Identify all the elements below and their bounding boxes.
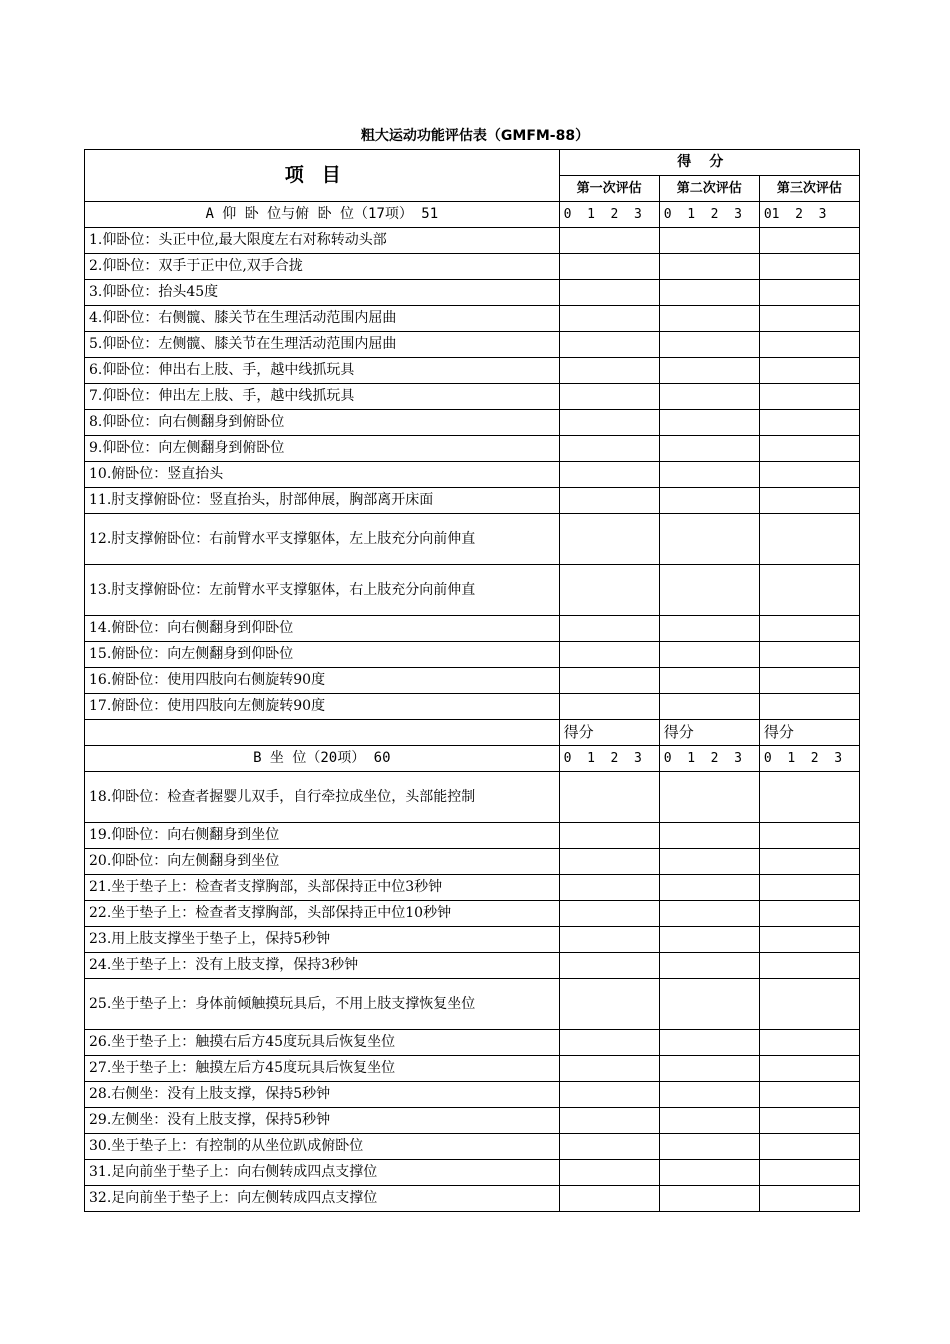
item-description: 22.坐于垫子上：检查者支撑胸部，头部保持正中位10秒钟 — [85, 901, 560, 927]
score-cell-3[interactable] — [759, 1160, 859, 1186]
section-b-title: B 坐 位（20项） 60 — [85, 746, 560, 772]
item-description: 26.坐于垫子上：触摸右后方45度玩具后恢复坐位 — [85, 1030, 560, 1056]
score-cell-3[interactable] — [759, 823, 859, 849]
item-description: 28.右侧坐：没有上肢支撑，保持5秒钟 — [85, 1082, 560, 1108]
section-a-items — [85, 228, 860, 720]
table-row — [85, 1108, 860, 1134]
score-cell-3[interactable] — [759, 1082, 859, 1108]
table-row — [85, 228, 860, 254]
table-row — [85, 254, 860, 280]
score-cell-3[interactable] — [759, 462, 859, 488]
table-row — [85, 1056, 860, 1082]
score-cell-3[interactable] — [759, 228, 859, 254]
score-cell-3[interactable] — [759, 979, 859, 1030]
score-cell-3[interactable] — [759, 384, 859, 410]
table-row — [85, 616, 860, 642]
score-cell-1[interactable] — [559, 1134, 659, 1160]
table-row — [85, 488, 860, 514]
score-cell-3[interactable] — [759, 953, 859, 979]
section-b-scale-3: 0 1 2 3 — [759, 746, 859, 772]
item-description: 3.仰卧位：抬头45度 — [85, 280, 560, 306]
table-row — [85, 694, 860, 720]
section-a-scale-3: 01 2 3 — [759, 202, 859, 228]
score-cell-1[interactable] — [559, 694, 659, 720]
score-cell-2[interactable] — [659, 436, 759, 462]
item-description: 18.仰卧位：检查者握婴儿双手，自行牵拉成坐位，头部能控制 — [85, 772, 560, 823]
score-cell-2[interactable] — [659, 875, 759, 901]
score-cell-3[interactable] — [759, 254, 859, 280]
item-description: 27.坐于垫子上：触摸左后方45度玩具后恢复坐位 — [85, 1056, 560, 1082]
score-cell-2[interactable] — [659, 642, 759, 668]
table-row — [85, 772, 860, 823]
item-description: 17.俯卧位：使用四肢向左侧旋转90度 — [85, 694, 560, 720]
score-cell-1[interactable] — [559, 616, 659, 642]
score-cell-2[interactable] — [659, 1056, 759, 1082]
score-cell-1[interactable] — [559, 875, 659, 901]
score-cell-3[interactable] — [759, 901, 859, 927]
section-a-title: A 仰 卧 位与俯 卧 位（17项） 51 — [85, 202, 560, 228]
assessment-2-header: 第二次评估 — [659, 176, 759, 202]
table-row — [85, 410, 860, 436]
score-cell-3[interactable] — [759, 875, 859, 901]
score-cell-2[interactable] — [659, 1082, 759, 1108]
score-cell-2[interactable] — [659, 1160, 759, 1186]
table-row — [85, 668, 860, 694]
score-cell-3[interactable] — [759, 616, 859, 642]
table-row — [85, 384, 860, 410]
page-title: 粗大运动功能评估表（GMFM-88） — [360, 128, 590, 144]
score-cell-1[interactable] — [559, 979, 659, 1030]
score-cell-1[interactable] — [559, 1186, 659, 1212]
item-description: 31.足向前坐于垫子上：向右侧转成四点支撑位 — [85, 1160, 560, 1186]
score-cell-2[interactable] — [659, 694, 759, 720]
score-cell-3[interactable] — [759, 772, 859, 823]
table-row — [85, 642, 860, 668]
score-cell-1[interactable] — [559, 488, 659, 514]
score-cell-2[interactable] — [659, 280, 759, 306]
score-cell-3[interactable] — [759, 410, 859, 436]
score-cell-3[interactable] — [759, 1134, 859, 1160]
item-description: 19.仰卧位：向右侧翻身到坐位 — [85, 823, 560, 849]
score-cell-3[interactable] — [759, 332, 859, 358]
score-cell-1[interactable] — [559, 306, 659, 332]
score-cell-2[interactable] — [659, 228, 759, 254]
table-row — [85, 565, 860, 616]
score-cell-2[interactable] — [659, 772, 759, 823]
item-description: 2.仰卧位：双手于正中位,双手合拢 — [85, 254, 560, 280]
score-cell-1[interactable] — [559, 514, 659, 565]
score-cell-3[interactable] — [759, 306, 859, 332]
blank-cell — [85, 720, 560, 746]
score-cell-1[interactable] — [559, 254, 659, 280]
score-cell-1[interactable] — [559, 823, 659, 849]
score-cell-1[interactable] — [559, 642, 659, 668]
item-description: 7.仰卧位：伸出左上肢、手，越中线抓玩具 — [85, 384, 560, 410]
score-cell-1[interactable] — [559, 901, 659, 927]
score-cell-3[interactable] — [759, 849, 859, 875]
gmfm-assessment-table — [84, 149, 860, 1212]
score-cell-1[interactable] — [559, 668, 659, 694]
score-cell-1[interactable] — [559, 772, 659, 823]
score-cell-2[interactable] — [659, 901, 759, 927]
item-description: 8.仰卧位：向右侧翻身到俯卧位 — [85, 410, 560, 436]
item-description: 12.肘支撑俯卧位：右前臂水平支撑躯体，左上肢充分向前伸直 — [85, 514, 560, 565]
table-row — [85, 436, 860, 462]
score-cell-3[interactable] — [759, 642, 859, 668]
score-cell-2[interactable] — [659, 358, 759, 384]
score-cell-3[interactable] — [759, 1108, 859, 1134]
table-row — [85, 1134, 860, 1160]
score-cell-2[interactable] — [659, 488, 759, 514]
score-cell-2[interactable] — [659, 1134, 759, 1160]
score-cell-1[interactable] — [559, 1160, 659, 1186]
item-description: 13.肘支撑俯卧位：左前臂水平支撑躯体，右上肢充分向前伸直 — [85, 565, 560, 616]
item-description: 9.仰卧位：向左侧翻身到俯卧位 — [85, 436, 560, 462]
assessment-1-header: 第一次评估 — [559, 176, 659, 202]
score-label-2: 得分 — [659, 720, 759, 746]
item-description: 14.俯卧位：向右侧翻身到仰卧位 — [85, 616, 560, 642]
score-cell-2[interactable] — [659, 565, 759, 616]
table-row — [85, 849, 860, 875]
item-description: 11.肘支撑俯卧位：竖直抬头，肘部伸展，胸部离开床面 — [85, 488, 560, 514]
score-cell-1[interactable] — [559, 384, 659, 410]
score-cell-2[interactable] — [659, 410, 759, 436]
assessment-3-header: 第三次评估 — [759, 176, 859, 202]
item-description: 15.俯卧位：向左侧翻身到仰卧位 — [85, 642, 560, 668]
item-description: 24.坐于垫子上：没有上肢支撑，保持3秒钟 — [85, 953, 560, 979]
score-cell-3[interactable] — [759, 1030, 859, 1056]
table-row — [85, 1030, 860, 1056]
table-row — [85, 953, 860, 979]
score-cell-3[interactable] — [759, 514, 859, 565]
score-cell-3[interactable] — [759, 1186, 859, 1212]
table-row — [85, 1186, 860, 1212]
score-cell-2[interactable] — [659, 849, 759, 875]
score-cell-2[interactable] — [659, 332, 759, 358]
score-cell-2[interactable] — [659, 306, 759, 332]
section-b-scale-1: 0 1 2 3 — [559, 746, 659, 772]
table-row — [85, 1082, 860, 1108]
score-cell-1[interactable] — [559, 849, 659, 875]
score-cell-2[interactable] — [659, 1186, 759, 1212]
score-cell-1[interactable] — [559, 280, 659, 306]
score-cell-1[interactable] — [559, 1108, 659, 1134]
score-cell-3[interactable] — [759, 436, 859, 462]
item-description: 32.足向前坐于垫子上：向左侧转成四点支撑位 — [85, 1186, 560, 1212]
item-description: 1.仰卧位：头正中位,最大限度左右对称转动头部 — [85, 228, 560, 254]
table-row — [85, 823, 860, 849]
score-cell-2[interactable] — [659, 979, 759, 1030]
score-cell-3[interactable] — [759, 488, 859, 514]
score-cell-2[interactable] — [659, 668, 759, 694]
score-cell-1[interactable] — [559, 436, 659, 462]
item-description: 6.仰卧位：伸出右上肢、手，越中线抓玩具 — [85, 358, 560, 384]
item-description: 5.仰卧位：左侧髋、膝关节在生理活动范围内屈曲 — [85, 332, 560, 358]
score-cell-2[interactable] — [659, 462, 759, 488]
section-a-scale-2: 0 1 2 3 — [659, 202, 759, 228]
score-cell-2[interactable] — [659, 1108, 759, 1134]
table-row — [85, 875, 860, 901]
score-cell-3[interactable] — [759, 280, 859, 306]
table-row — [85, 514, 860, 565]
table-row — [85, 462, 860, 488]
score-cell-1[interactable] — [559, 1056, 659, 1082]
score-cell-3[interactable] — [759, 668, 859, 694]
score-cell-1[interactable] — [559, 462, 659, 488]
score-cell-1[interactable] — [559, 332, 659, 358]
score-cell-2[interactable] — [659, 514, 759, 565]
table-row — [85, 280, 860, 306]
score-cell-1[interactable] — [559, 953, 659, 979]
score-cell-3[interactable] — [759, 1056, 859, 1082]
table-row — [85, 901, 860, 927]
item-description: 20.仰卧位：向左侧翻身到坐位 — [85, 849, 560, 875]
item-description: 21.坐于垫子上：检查者支撑胸部，头部保持正中位3秒钟 — [85, 875, 560, 901]
score-cell-2[interactable] — [659, 384, 759, 410]
score-cell-2[interactable] — [659, 616, 759, 642]
item-description: 4.仰卧位：右侧髋、膝关节在生理活动范围内屈曲 — [85, 306, 560, 332]
table-row — [85, 979, 860, 1030]
table-row — [85, 1160, 860, 1186]
item-description: 23.用上肢支撑坐于垫子上，保持5秒钟 — [85, 927, 560, 953]
score-cell-3[interactable] — [759, 694, 859, 720]
item-description: 16.俯卧位：使用四肢向右侧旋转90度 — [85, 668, 560, 694]
table-row — [85, 332, 860, 358]
item-description: 25.坐于垫子上：身体前倾触摸玩具后，不用上肢支撑恢复坐位 — [85, 979, 560, 1030]
score-cell-1[interactable] — [559, 565, 659, 616]
score-cell-1[interactable] — [559, 358, 659, 384]
score-cell-1[interactable] — [559, 410, 659, 436]
score-column-header: 得分 — [559, 150, 859, 176]
score-cell-2[interactable] — [659, 927, 759, 953]
score-cell-3[interactable] — [759, 358, 859, 384]
score-label-1: 得分 — [559, 720, 659, 746]
section-b-items — [85, 772, 860, 1212]
table-row — [85, 306, 860, 332]
score-cell-2[interactable] — [659, 953, 759, 979]
item-column-header: 项目 — [85, 150, 560, 202]
score-cell-3[interactable] — [759, 927, 859, 953]
score-cell-2[interactable] — [659, 823, 759, 849]
section-b-scale-2: 0 1 2 3 — [659, 746, 759, 772]
score-cell-1[interactable] — [559, 1082, 659, 1108]
score-label-3: 得分 — [759, 720, 859, 746]
score-cell-1[interactable] — [559, 228, 659, 254]
section-a-scale-1: 0 1 2 3 — [559, 202, 659, 228]
score-cell-2[interactable] — [659, 1030, 759, 1056]
score-cell-3[interactable] — [759, 565, 859, 616]
item-description: 29.左侧坐：没有上肢支撑，保持5秒钟 — [85, 1108, 560, 1134]
score-cell-2[interactable] — [659, 254, 759, 280]
item-description: 10.俯卧位：竖直抬头 — [85, 462, 560, 488]
score-cell-1[interactable] — [559, 927, 659, 953]
item-description: 30.坐于垫子上：有控制的从坐位趴成俯卧位 — [85, 1134, 560, 1160]
score-cell-1[interactable] — [559, 1030, 659, 1056]
table-row — [85, 358, 860, 384]
table-row — [85, 927, 860, 953]
